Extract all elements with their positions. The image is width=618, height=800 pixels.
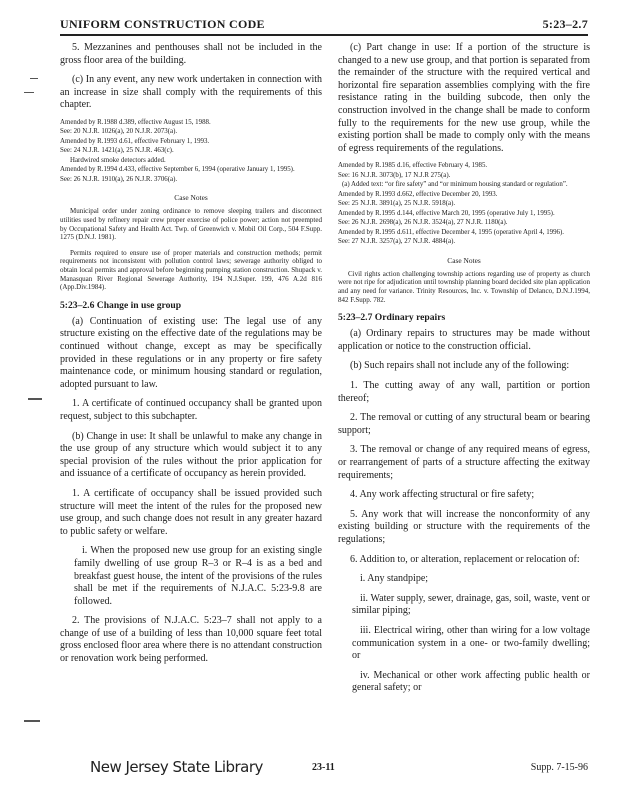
case-notes-title: Case Notes [447, 255, 481, 265]
supplement-date: Supp. 7-15-96 [530, 762, 588, 773]
paragraph-a-continuation: (a) Continuation of existing use: The legal use of any structure existing on the effective date of the regulations may be continued without change, except as may be specifically provided in these regulations or in any property or fire safety maintenance code, or minimum housing standard or regulation, adopted pursuant to law. [60, 315, 322, 390]
history-line: See: 26 N.J.R. 2698(a), 26 N.J.R. 3524(a), 27 N.J.R. 1180(a). [338, 219, 508, 227]
history-line: Amended by R.1993 d.61, effective February 1, 1993. [60, 137, 210, 145]
history-line: Amended by R.1995 d.611, effective December 4, 1995 (operative April 4, 1996). [338, 228, 564, 236]
history-line: Amended by R.1988 d.389, effective August 15, 1988. [60, 118, 211, 126]
paragraph-b-such: (b) Such repairs shall not include any of the following: [350, 360, 570, 372]
amendment-history [60, 119, 322, 185]
history-line: Amended by R.1993 d.662, effective December 20, 1993. [338, 190, 498, 198]
history-line: See: 26 N.J.R. 1910(a), 26 N.J.R. 3706(a). [60, 175, 178, 183]
list-item-6-iii: iii. Electrical wiring, other than wiring for a low voltage communication system in a one- or two-family dwelling; or [352, 624, 590, 662]
list-item-2: 2. The removal or cutting of any structural beam or bearing support; [338, 412, 590, 436]
page-number: 23-11 [312, 762, 335, 773]
page-footer [60, 756, 588, 778]
list-item-5: 5. Any work that will increase the nonconformity of any existing building or structure with the requirements of the regulations; [338, 508, 590, 545]
history-line: See: 27 N.J.R. 3257(a), 27 N.J.R. 4884(a). [338, 238, 456, 246]
paragraph-c-part-change: (c) Part change in use: If a portion of the structure is changed to a new use group, and that portion is separated from the remainder of the structure with the required vertical and horizontal fire separation assemblies complying with the fire resistance rating in the building subcode, then only the construction involved in the change shall be made to conform fully to the requirements for the new use group, while the existing portion shall be made to comply only with the means of egress requirements of the regulations. [338, 42, 590, 154]
history-line: Amended by R.1994 d.433, effective September 6, 1994 (operative January 1, 1995). [60, 166, 295, 174]
history-line: (a) Added text: “or fire safety” and “or minimum housing standard or regulation”. [342, 181, 568, 189]
list-item-6: 6. Addition to, or alteration, replacement or relocation of: [350, 553, 580, 565]
paragraph-a1: 1. A certificate of continued occupancy shall be granted upon request, subject to this subchapter. [60, 398, 322, 422]
list-item-6-ii: ii. Water supply, sewer, drainage, gas, soil, waste, vent or similar piping; [352, 592, 590, 617]
list-item-6-i: i. Any standpipe; [360, 573, 429, 585]
paragraph-b2: 2. The provisions of N.J.A.C. 5:23–7 shall not apply to a change of use of a building of less than 10,000 square feet total gross enclosed floor area where there is no attendant construction or renovation work being performed. [60, 615, 322, 665]
history-line: See: 24 N.J.R. 1421(a), 25 N.J.R. 463(c). [60, 147, 174, 155]
header-title: UNIFORM CONSTRUCTION CODE [60, 17, 265, 31]
list-item-1: 1. The cutting away of any wall, partition or portion thereof; [338, 380, 590, 404]
history-line: Amended by R.1985 d.16, effective February 4, 1985. [338, 162, 488, 170]
paragraph-b1-i: i. When the proposed new use group for an existing single family dwelling of use group R–3 or R–4 is as a bed and breakfast guest house, the intent of the provisions of the rules shall be met if the requirements of N.J.A.C. 5:23-9.8 are followed. [74, 545, 322, 607]
scan-mark [24, 92, 34, 93]
scan-mark [28, 398, 42, 400]
section-title-2-6: 5:23–2.6 Change in use group [60, 299, 182, 311]
case-note: Municipal order under zoning ordinance to remove sleeping trailers and disconnect utilities used by refinery repair crew proper exercise of police power; action not preempted by Occupational Safety and Health Act. Twp. of Greenwich v. Mobil Oil Corp., 504 F.Supp. 1275 (D.N.J. 1981). [60, 207, 322, 242]
history-line: See: 20 N.J.R. 1026(a), 20 N.J.R. 2073(a). [60, 128, 178, 136]
case-note: Permits required to ensure use of proper materials and construction methods; permit requirements not inconsistent with pollution control laws; sewerage authority obliged to obtain local permits and approval before beginning pumping station construction. Shupack v. Manasquan River Regional Sewerage Authority, 194 N.J.Super. 199, 476 A.2d 816 (App.Div.1984). [60, 248, 322, 292]
paragraph-b1: 1. A certificate of occupancy shall be issued provided such structure will meet the intent of the rules for the proposed new use group, and such change does not result in any greater hazard to public safety or welfare. [60, 487, 322, 537]
section-title-2-7: 5:23–2.7 Ordinary repairs [338, 312, 446, 324]
history-line: Amended by R.1995 d.144, effective March 20, 1995 (operative July 1, 1995). [338, 209, 555, 217]
list-item-3: 3. The removal or change of any required means of egress, or rearrangement of parts of a structure affecting the exitway requirements; [338, 444, 590, 481]
page-header [60, 14, 588, 36]
paragraph-c-any-event: (c) In any event, any new work undertaken in connection with an increase in size shall comply with the requirements of this chapter. [60, 74, 322, 111]
right-column [338, 42, 590, 702]
case-note: Civil rights action challenging township actions regarding use of property as church were not ripe for adjudication until township planning board decided site plan application and any need for variance. Trinity Resources, Inc. v. Township of Delanco, D.N.J.1994, 842 F.Supp. 782. [338, 269, 590, 304]
left-column [60, 42, 322, 673]
case-notes-title: Case Notes [174, 193, 208, 203]
history-line: Hardwired smoke detectors added. [70, 156, 166, 164]
paragraph-mezzanines: 5. Mezzanines and penthouses shall not be included in the gross floor area of the building. [60, 42, 322, 66]
list-item-6-iv: iv. Mechanical or other work affecting public health or general safety; or [352, 669, 590, 694]
list-item-4: 4. Any work affecting structural or fire safety; [350, 489, 535, 501]
header-section: 5:23–2.7 [542, 17, 588, 31]
paragraph-b-change: (b) Change in use: It shall be unlawful to make any change in the use group of any structure which would subject it to any special provision of the rules without the prior application for and issuance of a certificate of occupancy as herein provided. [60, 430, 322, 480]
scan-mark [24, 720, 40, 722]
library-stamp: New Jersey State Library [90, 758, 263, 776]
history-line: See: 16 N.J.R. 3073(b), 17 N.J.R 275(a). [338, 171, 451, 179]
history-line: See: 25 N.J.R. 3891(a), 25 N.J.R. 5918(a). [338, 200, 456, 208]
scan-mark [30, 78, 38, 79]
paragraph-a-ordinary: (a) Ordinary repairs to structures may be made without application or notice to the construction official. [338, 328, 590, 352]
amendment-history [338, 162, 590, 247]
